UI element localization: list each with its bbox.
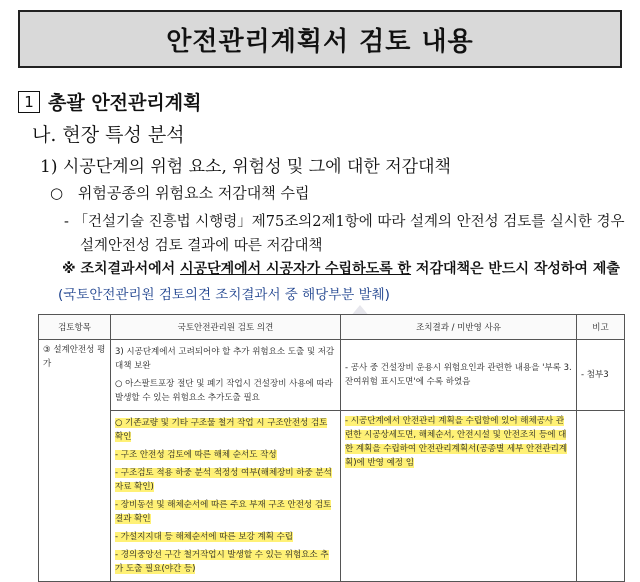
dash-line-2: 설계안전성 검토 결과에 따른 저감대책 [80, 238, 323, 254]
table-header-row [39, 315, 625, 340]
table-header: 조치결과 / 미반영 사유 [341, 315, 577, 340]
action-result-text: - 공사 중 건설장비 운용시 위험요인과 관련한 내용을 '부록 3. 잔여위험 표시도면'에 수록 하였음 [345, 363, 572, 387]
reference-caption: (국토안전관리원 검토의견 조치결과서 중 해당부분 발췌) [58, 287, 390, 303]
review-opinion-text: ○ 아스팔트포장 절단 및 폐기 작업시 건설장비 사용에 따라 발생할 수 있는 위험요소 추가도출 필요 [115, 379, 333, 403]
section-number: 1 [18, 91, 40, 113]
bullet-text: 위험공종의 위험요소 저감대책 수립 [77, 184, 310, 202]
highlighted-review-text: - 가설지지대 등 해체순서에 따른 보강 계획 수립 [115, 532, 293, 542]
table-header: 검토항목 [39, 315, 111, 340]
section-label: 총괄 안전관리계획 [48, 92, 202, 114]
action-result-cell [341, 411, 577, 582]
highlighted-review-text: - 장비동선 및 해체순서에 따른 주요 부재 구조 안전성 검토 결과 확인 [115, 500, 332, 524]
table-header: 국토안전관리원 검토 의견 [111, 315, 341, 340]
note-line [62, 258, 620, 278]
remark-text: - 첨부3 [581, 370, 609, 380]
note-underlined: 시공단계에서 시공자가 수립하도록 한 [180, 261, 412, 277]
highlighted-review-text: - 경의중앙선 구간 철거작업시 발생할 수 있는 위험요소 추가 도출 필요(야간 등) [115, 550, 329, 574]
note-prefix: ※ 조치결과서에서 [62, 261, 181, 277]
remark-cell-empty [577, 411, 625, 582]
dash-line-1: - 「건설기술 진흥법 시행령」제75조의2제1항에 따라 설계의 안전성 검토를 실시한 경우 [64, 214, 625, 230]
circle-bullet-icon: ○ [50, 184, 64, 202]
table-header: 비고 [577, 315, 625, 340]
subsection-heading: 나. 현장 특성 분석 [32, 124, 185, 146]
remark-cell [577, 340, 625, 411]
item-heading: 1) 시공단계의 위험 요소, 위험성 및 그에 대한 저감대책 [40, 157, 451, 177]
review-table [38, 314, 625, 582]
note-suffix: 저감대책은 반드시 작성하여 제출 [411, 261, 620, 277]
highlighted-review-text: - 구조 안전성 검토에 따른 해체 순서도 작성 [115, 450, 277, 460]
highlighted-action-text: - 시공단계에서 안전관리 계획을 수립함에 있어 해체공사 관련한 시공상세도면, 해체순서, 안전시설 및 안전조치 등에 대한 계획을 수립하여 안전관리계획서(공종별 세부 안전관리계획)에 반영 예정 임 [345, 416, 568, 468]
review-opinion-text: 3) 시공단계에서 고려되어야 할 추가 위험요소 도출 및 저감대책 보완 [115, 347, 335, 371]
highlighted-review-text: - 구조검토 적용 하중 분석 적정성 여부(해체장비 하중 분석 자료 확인) [115, 468, 332, 492]
action-result-cell [341, 340, 577, 411]
highlighted-review-text: ○ 기존교량 및 기타 구조물 철거 작업 시 구조안전성 검토 확인 [115, 418, 328, 442]
document-title: 안전관리계획서 검토 내용 [166, 26, 474, 57]
review-opinion-cell [111, 340, 341, 411]
section-heading [18, 88, 201, 115]
table-row [39, 411, 625, 582]
review-opinion-cell [111, 411, 341, 582]
table-row [39, 340, 625, 411]
review-item-label: ③ 설계안전성 평가 [43, 345, 106, 369]
document-title-box [18, 10, 622, 68]
bullet-line [50, 182, 310, 203]
review-item-cell [39, 340, 111, 582]
